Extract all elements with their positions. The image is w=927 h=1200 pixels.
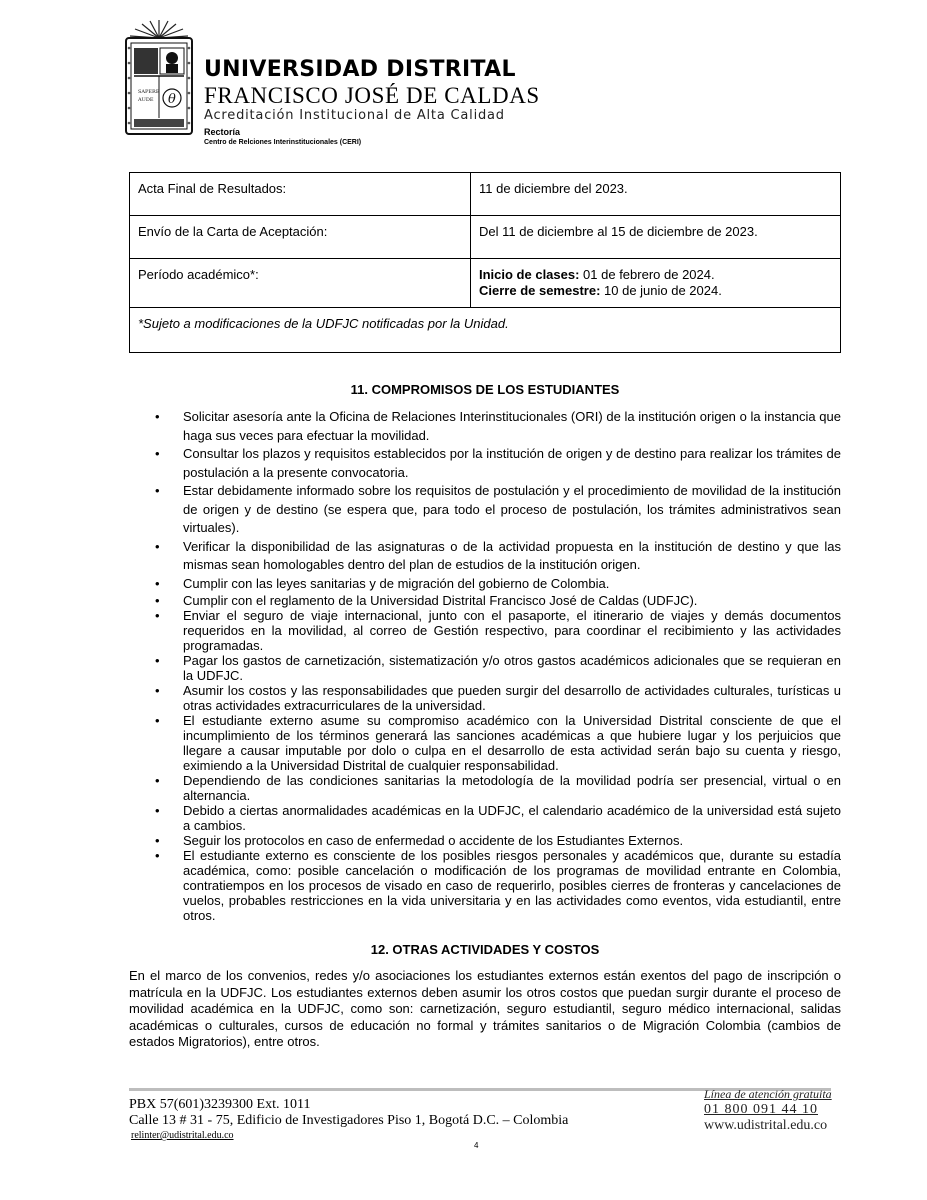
university-name: UNIVERSIDAD DISTRITAL xyxy=(204,57,516,82)
list-item: • Enviar el seguro de viaje internacional, junto con el pasaporte, el itinerario de viajes y demás documentos requeridos en la movilidad, al correo de Gestión respectivo, para coordinar el recibimiento y las actividades programadas. xyxy=(129,608,841,653)
semester-end-label: Cierre de semestre: xyxy=(479,283,601,298)
table-cell-label: Período académico*: xyxy=(130,259,471,308)
svg-text:SAPERE: SAPERE xyxy=(138,89,160,95)
list-item: • Estar debidamente informado sobre los requisitos de postulación y el procedimiento de movilidad de la institución de origen y de destino (se espera que, para todo el proceso de postulación, los trámites administrativos sean virtuales). xyxy=(129,482,841,538)
list-item: • Debido a ciertas anormalidades académicas en la UDFJC, el calendario académico de la universidad está sujeto a cambios. xyxy=(129,803,841,833)
list-item: • Asumir los costos y las responsabilidades que pueden surgir del desarrollo de actividades culturales, turísticas u otras actividades extracurriculares de la universidad. xyxy=(129,683,841,713)
university-subtitle: FRANCISCO JOSÉ DE CALDAS xyxy=(204,83,540,108)
list-item: • Solicitar asesoría ante la Oficina de Relaciones Interinstitucionales (ORI) de la institución origen o la instancia que haga sus veces para efectuar la movilidad. xyxy=(129,408,841,445)
table-cell-value xyxy=(471,259,841,308)
hotline-label: Línea de atención gratuita xyxy=(704,1087,832,1101)
list-item: • Consultar los plazos y requisitos establecidos por la institución de origen y de destino para realizar los trámites de postulación a la presente convocatoria. xyxy=(129,445,841,482)
semester-end-date: 10 de junio de 2024. xyxy=(600,283,722,298)
table-row xyxy=(130,173,841,216)
section-12-title: 12. OTRAS ACTIVIDADES Y COSTOS xyxy=(370,942,600,957)
footer-email-link[interactable]: relinter@udistrital.edu.co xyxy=(131,1130,234,1141)
list-item: • El estudiante externo asume su compromiso académico con la Universidad Distrital consciente de que el incumplimiento de los términos generará las sanciones académicas a que hubiere lugar y los perjuicios que llegare a causar imputable por dolo o culpa en el desarrollo de esta actividad serán bajo su cuenta y riesgo, eximiendo a la Universidad Distrital de cualquier responsabilidad. xyxy=(129,713,841,773)
classes-start-date: 01 de febrero de 2024. xyxy=(579,267,715,282)
section-12-paragraph: En el marco de los convenios, redes y/o asociaciones los estudiantes externos están exentos del pago de inscripción o matrícula en la UDFJC. Los estudiantes externos deben asumir los otros costos que puedan surgir durante el proceso de movilidad académica en la UDFJC, como son: carnetización, seguro estudiantil, seguro médico internacional, salidas académicas o culturales, cursos de educación no formal y trámites sanitarios o de Migración Colombia (cambios de estados Migratorios), entre otros. xyxy=(129,968,841,1049)
center-name: Centro de Relciones Interinstitucionales (CERI) xyxy=(204,139,362,146)
website-link[interactable]: www.udistrital.edu.co xyxy=(704,1118,828,1133)
list-item: • Seguir los protocolos en caso de enfermedad o accidente de los Estudiantes Externos. xyxy=(129,833,841,848)
accreditation-text: Acreditación Institucional de Alta Calidad xyxy=(204,108,505,123)
table-row xyxy=(130,259,841,308)
table-row xyxy=(130,216,841,259)
schedule-table xyxy=(129,172,841,353)
svg-text:AUDE: AUDE xyxy=(138,97,154,103)
commitments-list xyxy=(129,408,841,923)
classes-start-line xyxy=(479,267,832,283)
table-cell-value: Del 11 de diciembre al 15 de diciembre de 2023. xyxy=(471,216,841,259)
list-item: • Verificar la disponibilidad de las asignaturas o de la actividad propuesta en la institución de destino y que las mismas sean homologables dentro del plan de estudios de la institución origen. xyxy=(129,538,841,575)
university-crest-logo xyxy=(120,18,198,136)
footer-phone: PBX 57(601)3239300 Ext. 1011 xyxy=(129,1097,311,1112)
list-item: • Cumplir con el reglamento de la Universidad Distrital Francisco José de Caldas (UDFJC). xyxy=(129,593,841,608)
list-item: • Cumplir con las leyes sanitarias y de migración del gobierno de Colombia. xyxy=(129,575,841,594)
footer-address: Calle 13 # 31 - 75, Edificio de Investigadores Piso 1, Bogotá D.C. – Colombia xyxy=(129,1113,569,1128)
table-cell-label: Envío de la Carta de Aceptación: xyxy=(130,216,471,259)
page-number: 4 xyxy=(474,1141,479,1150)
list-item: • Pagar los gastos de carnetización, sistematización y/o otros gastos académicos adicionales que se requieran en la UDFJC. xyxy=(129,653,841,683)
table-row xyxy=(130,308,841,353)
hotline-number: 01 800 091 44 10 xyxy=(704,1102,818,1117)
classes-start-label: Inicio de clases: xyxy=(479,267,580,282)
table-cell-label: Acta Final de Resultados: xyxy=(130,173,471,216)
semester-end-line xyxy=(479,283,832,299)
office-name: Rectoría xyxy=(204,127,241,137)
section-11-title: 11. COMPROMISOS DE LOS ESTUDIANTES xyxy=(350,382,620,397)
table-note: *Sujeto a modificaciones de la UDFJC notificadas por la Unidad. xyxy=(130,308,841,353)
svg-text:θ: θ xyxy=(168,92,176,107)
list-item: • El estudiante externo es consciente de los posibles riesgos personales y académicos que, durante su estadía académica, como: posible cancelación o modificación de los programas de movilidad entrante en Colombia, contratiempos en los procesos de visado en caso de requerirlo, posibles cierres de fronteras y cancelaciones de vuelos, probables restricciones en la vida universitaria y en las actividades como eventos, vida estudiantil, entre otros. xyxy=(129,848,841,923)
table-cell-value: 11 de diciembre del 2023. xyxy=(471,173,841,216)
list-item: • Dependiendo de las condiciones sanitarias la metodología de la movilidad podría ser presencial, virtual o en alternancia. xyxy=(129,773,841,803)
